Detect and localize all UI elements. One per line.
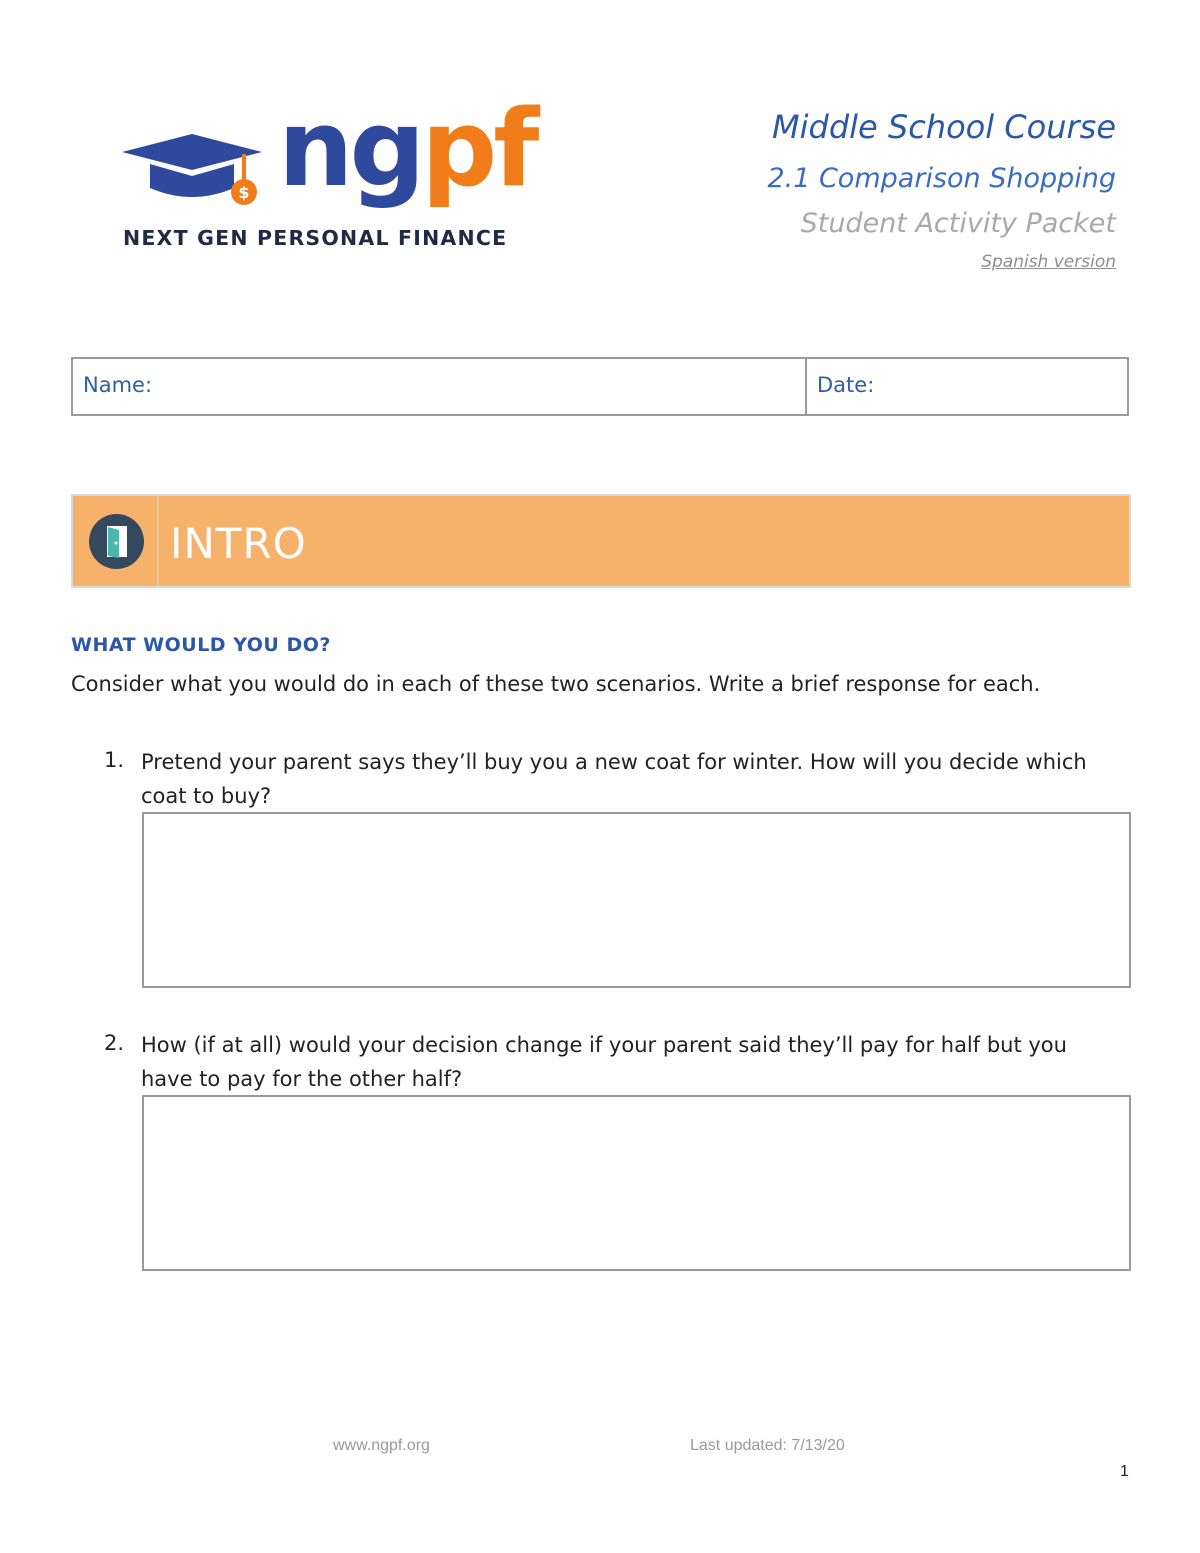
date-field[interactable] [807,359,1127,414]
logo-tagline: NEXT GEN PERSONAL FINANCE [123,226,508,250]
question-2-text: How (if at all) would your decision change if your parent said they’ll pay for half but you have to pay for the other half? [141,1033,1067,1091]
date-label: Date: [817,373,875,397]
banner-divider [157,496,159,586]
section-instructions: Consider what you would do in each of these two scenarios. Write a brief response for each. [71,672,1041,696]
intro-banner [71,494,1131,588]
question-1-number: 1. [104,748,125,772]
question-2-number: 2. [104,1031,125,1055]
svg-text:$: $ [238,183,250,202]
question-1-text: Pretend your parent says they’ll buy you a new coat for winter. How will you decide which coat to buy? [141,750,1087,808]
name-date-table [71,357,1129,416]
lesson-title: 2.1 Comparison Shopping [767,163,1116,194]
door-icon [89,514,144,569]
spanish-version-link[interactable]: Spanish version [981,252,1116,272]
section-heading: WHAT WOULD YOU DO? [71,634,331,656]
footer-url[interactable]: www.ngpf.org [333,1437,430,1454]
page-number: 1 [1120,1463,1129,1480]
course-title: Middle School Course [772,108,1116,146]
logo-wordmark-ng: ng [278,87,422,210]
logo-wordmark-pf: pf [421,87,536,210]
ngpf-logo [120,87,536,252]
intro-title: INTRO [170,519,307,568]
question-1-answer-box[interactable] [142,812,1131,988]
graduation-cap-dollar-icon [120,130,265,210]
logo-wordmark [278,87,536,210]
footer-last-updated: Last updated: 7/13/20 [690,1437,845,1454]
question-2-answer-box[interactable] [142,1095,1131,1271]
name-field[interactable] [73,359,807,414]
name-label: Name: [83,373,153,397]
packet-title: Student Activity Packet [800,208,1116,239]
